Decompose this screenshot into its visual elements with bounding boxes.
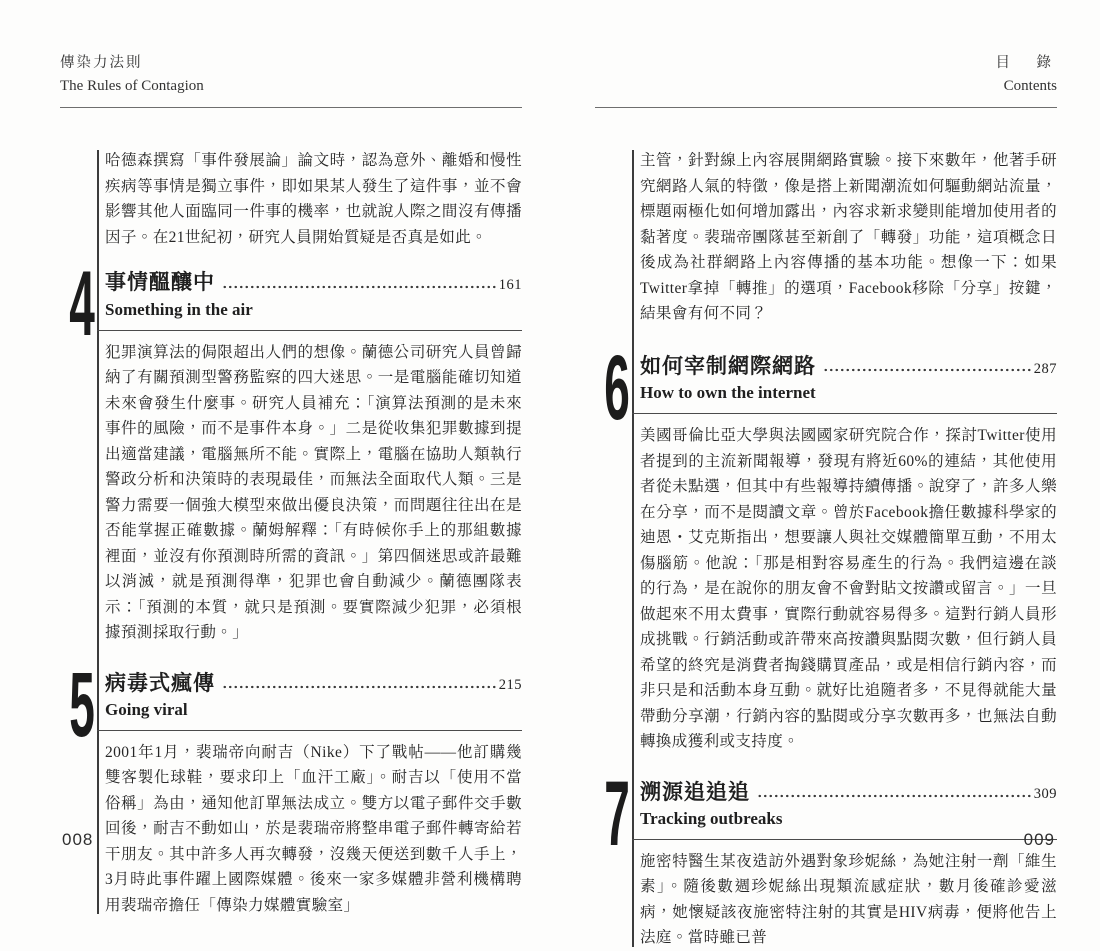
chapter-title-zh: 溯源追追追 [640,779,750,804]
right-content-column [595,148,1057,951]
chapter-summary: 美國哥倫比亞大學與法國國家研究院合作，探討Twitter使用者提到的主流新聞報導，發現有將近60%的連結，其他使用者從未點選，但其中有些報導持續傳播。說穿了，許多人樂在分享，而不是閱讀文章。曾於Facebook擔任數據科學家的迪恩・艾克斯指出，想要讓人與社交媒體簡單互動，不用太傷腦筋。他說：「那是相對容易產生的行為。我們這邊在談的行為，是在說你的朋友會不會對貼文按讚或留言。」一旦做起來不用太費事，實際行動就容易得多。這對行銷人員形成挑戰。行銷活動或許帶來高按讚與點閱次數，但行銷人員希望的終究是消費者掏錢購買產品，或是相信行銷內容，而非只是和活動本身互動。就好比追隨者多，不見得就能大量帶動分享潮，行銷內容的點閱或分享次數再多，也無法自動轉換成獲利或支持度。 [640,427,1057,751]
chapter-title-zh: 事情醞釀中 [105,270,215,295]
toc-title-row [105,269,522,295]
chapter-title-en: Tracking outbreaks [640,808,783,828]
chapter-title-en: Going viral [105,699,188,719]
dot-leader [222,285,496,289]
dot-leader [823,368,1031,372]
dot-leader [222,685,496,689]
chapter-number: 4 [69,253,95,356]
chapter-title-zh: 病毒式瘋傳 [105,670,215,695]
book-title-zh: 傳染力法則 [60,55,143,71]
toc-entry-chapter-7 [604,762,1057,951]
chapter-summary: 2001年1月，裴瑞帝向耐吉（Nike）下了戰帖——他訂購幾雙客製化球鞋，要求印上「血汗工廠」。耐吉以「使用不當俗稱」為由，通知他訂單無法成立。雙方以電子郵件交手數回後，耐吉不動如山，於是裴瑞帝將整串電子郵件轉寄給若干朋友。其中許多人再次轉發，沒幾天便送到數千人手上，3月時此事件躍上國際媒體。後來一家多媒體非營利機構聘用裴瑞帝擔任「傳染力媒體實驗室」 [105,743,522,914]
left-content-column [60,148,522,918]
carryover-paragraph: 哈德森撰寫「事件發展論」論文時，認為意外、離婚和慢性疾病等事情是獨立事件，即如果某人發生了這件事，並不會影響其他人面臨同一件事的機率，也就說人際之間沒有傳播因子。在21世紀初，研究人員開始質疑是否真是如此。 [105,152,522,246]
toc-entry-chapter-6 [604,336,1057,755]
toc-title-row [640,353,1057,379]
folio-left: 008 [62,830,94,849]
chapter-page-number: 287 [1033,360,1057,377]
chapter-title-zh: 如何宰制網際網路 [640,353,816,378]
chapter-divider-rule [632,839,1057,840]
chapter-number: 6 [604,336,630,439]
chapter-title-en: Something in the air [105,299,253,319]
chapter-number: 5 [69,653,95,756]
chapter-summary: 施密特醫生某夜造訪外遇對象珍妮絲，為她注射一劑「維生素」。隨後數週珍妮絲出現類流感症狀，數月後確診愛滋病，她懷疑該夜施密特注射的其實是HIV病毒，便將他告上法庭。當時雖已普 [640,852,1057,947]
chapter-summary: 犯罪演算法的侷限超出人們的想像。蘭德公司研究人員曾歸納了有關預測型警務監察的四大迷思。一是電腦能確切知道未來會發生什麼事。研究人員補充：「演算法預測的是未來事件的風險，而不是事件本身。」二是從收集犯罪數據到提出適當建議，電腦無所不能。實際上，電腦在協助人類執行警政分析和決策時的表現最佳，而無法全面取代人類。三是警力需要一個強大模型來做出優良決策，而問題往往出在是否能掌握正確數據。蘭姆解釋：「有時候你手上的那組數據裡面，並沒有你預測時所需的資訊。」第四個迷思或許最難以消滅，就是預測得準，犯罪也會自動減少。蘭德團隊表示：「預測的本質，就只是預測。要實際減少犯罪，必須根據預測採取行動。」 [105,343,522,642]
left-page [60,0,522,914]
chapter-page-number: 309 [1033,786,1057,803]
chapter-title-en: How to own the internet [640,383,816,402]
toc-title-row [105,670,522,696]
toc-title-row [640,779,1057,805]
contents-title-zh: 目 錄 [995,55,1057,71]
chapter-page-number: 215 [498,677,522,694]
toc-entry-chapter-4 [69,253,522,645]
book-title-en: The Rules of Contagion [60,77,204,94]
chapter-divider-rule [97,730,522,731]
contents-title-en: Contents [1003,77,1057,94]
right-vertical-rule [632,150,634,947]
dot-leader [757,794,1031,798]
chapter-page-number: 161 [498,277,522,293]
carryover-paragraph: 主管，針對線上內容展開網路實驗。接下來數年，他著手研究網路人氣的特徵，像是搭上新聞潮流如何驅動網站流量，標題兩極化如何增加露出，內容求新求變則能增加使用者的黏著度。裴瑞帝團隊甚至新創了「轉發」功能，這項概念日後成為社群網路上內容傳播的基本功能。想像一下：如果Twitter拿掉「轉推」的選項，Facebook移除「分享」按鍵，結果會有何不同？ [640,152,1057,323]
folio-right: 009 [1023,830,1055,849]
left-vertical-rule [97,150,99,914]
chapter-divider-rule [632,413,1057,414]
left-running-header [60,0,522,108]
chapter-number: 7 [604,762,630,865]
right-page [595,0,1057,947]
chapter-divider-rule [97,330,522,331]
right-running-header [595,0,1057,108]
